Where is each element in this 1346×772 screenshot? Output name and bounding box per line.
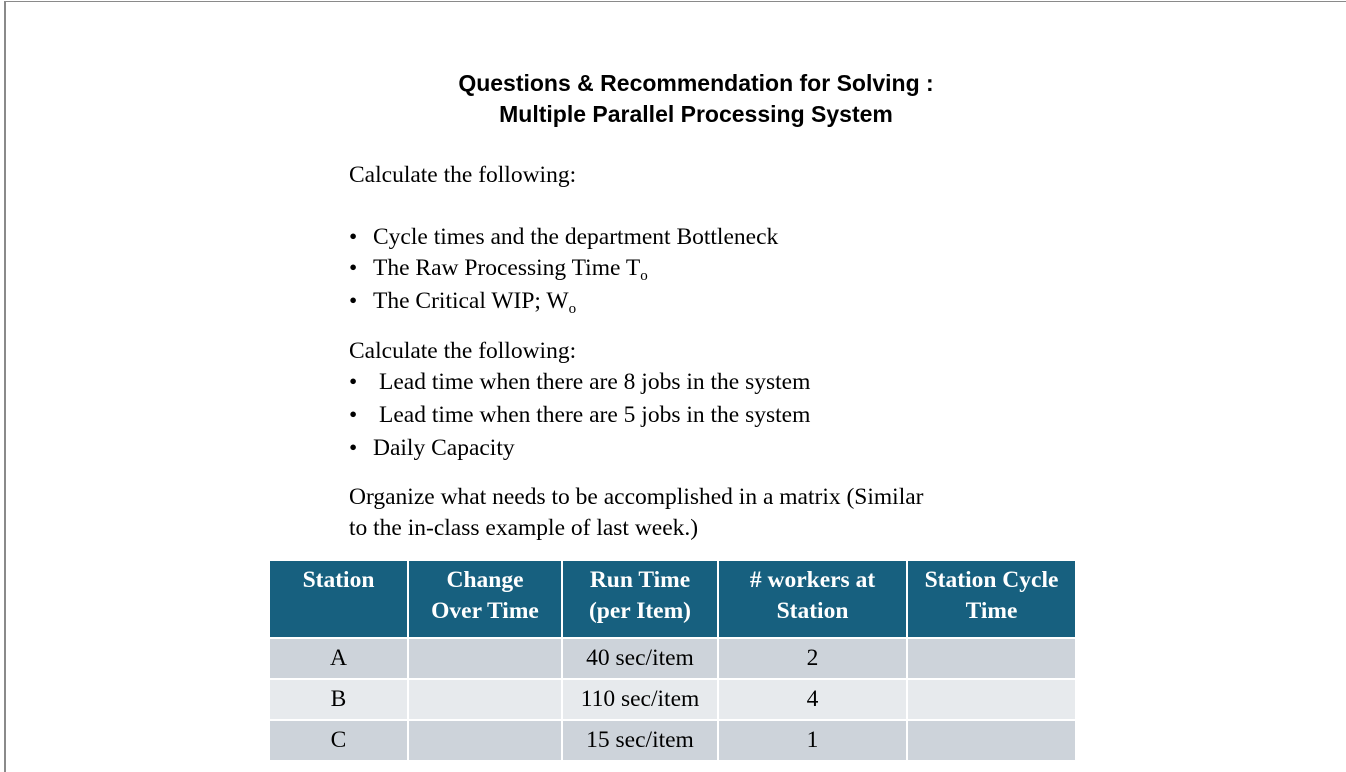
- section1-heading: Calculate the following:: [349, 162, 577, 188]
- table-cell: [907, 679, 1076, 720]
- header-workers: # workers at Station: [718, 560, 907, 638]
- table-cell: [907, 638, 1076, 679]
- title-line-2: Multiple Parallel Processing System: [499, 101, 893, 127]
- list-item: [349, 287, 576, 315]
- list-item: [349, 223, 778, 251]
- list-item-text: The Raw Processing Time T: [373, 255, 641, 281]
- list-item-text: The Critical WIP; W: [373, 288, 569, 314]
- subscript: o: [568, 301, 577, 317]
- slide-title: [346, 68, 1046, 130]
- table-cell: A: [269, 638, 408, 679]
- table-cell: 15 sec/item: [562, 720, 718, 761]
- bullet-symbol: •: [349, 224, 358, 250]
- list-item: [349, 254, 648, 282]
- list-item: [349, 401, 810, 429]
- header-run-time: Run Time (per Item): [562, 560, 718, 638]
- list-item-text: Lead time when there are 5 jobs in the system: [379, 402, 811, 428]
- table-row: [269, 638, 1076, 679]
- matrix-instruction-line-1: Organize what needs to be accomplished in a matrix (Similar: [349, 484, 924, 510]
- table-cell: [907, 720, 1076, 761]
- list-item: [349, 368, 810, 396]
- list-item-text: Lead time when there are 8 jobs in the system: [379, 369, 811, 395]
- table-cell: B: [269, 679, 408, 720]
- subscript: o: [640, 268, 648, 284]
- bullet-symbol: •: [349, 369, 358, 395]
- table-cell: 40 sec/item: [562, 638, 718, 679]
- header-change-over-time: Change Over Time: [408, 560, 562, 638]
- bullet-symbol: •: [349, 435, 358, 461]
- list-item: [349, 434, 515, 462]
- table-cell: [408, 679, 562, 720]
- station-table: [268, 559, 1077, 762]
- bullet-symbol: •: [349, 288, 358, 314]
- bullet-symbol: •: [349, 402, 358, 428]
- table-cell: 1: [718, 720, 907, 761]
- bullet-symbol: •: [349, 255, 358, 281]
- section2-heading: Calculate the following:: [349, 338, 577, 364]
- table-cell: [408, 720, 562, 761]
- table-row: [269, 720, 1076, 761]
- title-line-1: Questions & Recommendation for Solving :: [458, 70, 934, 96]
- matrix-instruction-line-2: to the in-class example of last week.): [349, 515, 699, 541]
- table-cell: 110 sec/item: [562, 679, 718, 720]
- list-item-text: Daily Capacity: [373, 435, 515, 461]
- list-item-text: Cycle times and the department Bottleneck: [373, 224, 779, 250]
- table-cell: [408, 638, 562, 679]
- table-row: [269, 679, 1076, 720]
- table-cell: 2: [718, 638, 907, 679]
- table-header-row: [269, 560, 1076, 638]
- table-cell: C: [269, 720, 408, 761]
- header-station: Station: [269, 560, 408, 638]
- header-station-cycle-time: Station Cycle Time: [907, 560, 1076, 638]
- table-cell: 4: [718, 679, 907, 720]
